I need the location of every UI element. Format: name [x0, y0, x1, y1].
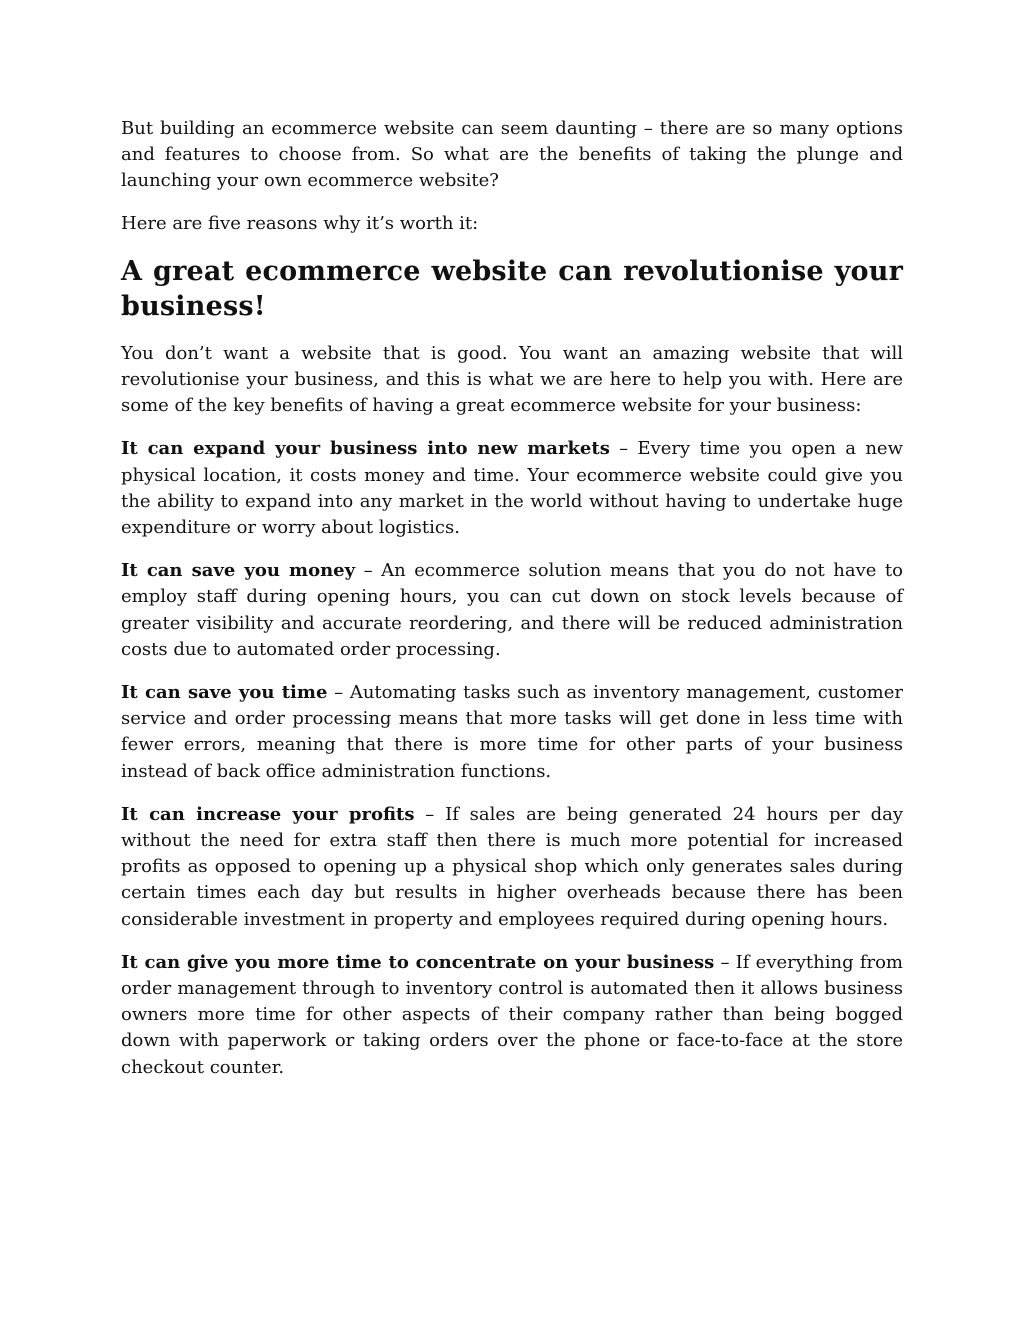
- benefit-text: – Every time you open a new physical location, it costs money and time. Your ecommerce website could give you the ability to expand into any market in the world without having to undertake huge expenditure or worry about logistics.: [121, 438, 903, 539]
- benefit-text: – If everything from order management through to inventory control is automated then it allows business owners more time for other aspects of their company rather than being bogged down with paperwork or taking orders over the phone or face-to-face at the store checkout counter.: [121, 951, 903, 1078]
- benefit-text: – Automating tasks such as inventory management, customer service and order processing means that more tasks will get done in less time with fewer errors, meaning that there is more time for other parts of your business instead of back office administration functions.: [121, 682, 903, 782]
- benefit-text: – If sales are being generated 24 hours per day without the need for extra staff then there is much more potential for increased profits as opposed to opening up a physical shop which only generates sales during certain times each day but results in higher overheads because there has been considerable investment in property and employees required during opening hours.: [121, 803, 903, 930]
- benefit-paragraph-profits: [121, 802, 903, 933]
- benefit-text: – An ecommerce solution means that you do not have to employ staff during opening hours, you can cut down on stock levels because of greater visibility and accurate reordering, and there will be reduced administration costs due to automated order processing.: [121, 560, 903, 660]
- section-heading: A great ecommerce website can revolutionise your business!: [121, 255, 903, 322]
- benefit-paragraph-expand: [121, 436, 903, 541]
- lead-paragraph: You don’t want a website that is good. You want an amazing website that will revolutionise your business, and this is what we are here to help you with. Here are some of the key benefits of having a great ecommerce website for your business:: [121, 342, 903, 417]
- benefit-title: It can increase your profits: [121, 803, 415, 825]
- five-reasons-paragraph: Here are five reasons why it’s worth it:: [121, 212, 479, 234]
- benefit-paragraph-money: [121, 558, 903, 663]
- benefit-title: It can save you money: [121, 560, 356, 582]
- benefit-paragraph-concentrate: [121, 950, 903, 1081]
- benefit-title: It can expand your business into new markets: [121, 438, 610, 460]
- benefit-paragraph-time: [121, 680, 903, 785]
- intro-paragraph: But building an ecommerce website can seem daunting – there are so many options and features to choose from. So what are the benefits of taking the plunge and launching your own ecommerce website?: [121, 118, 903, 192]
- document-page: [121, 116, 903, 1098]
- benefit-title: It can save you time: [121, 682, 328, 704]
- benefit-title: It can give you more time to concentrate on your business: [121, 951, 715, 973]
